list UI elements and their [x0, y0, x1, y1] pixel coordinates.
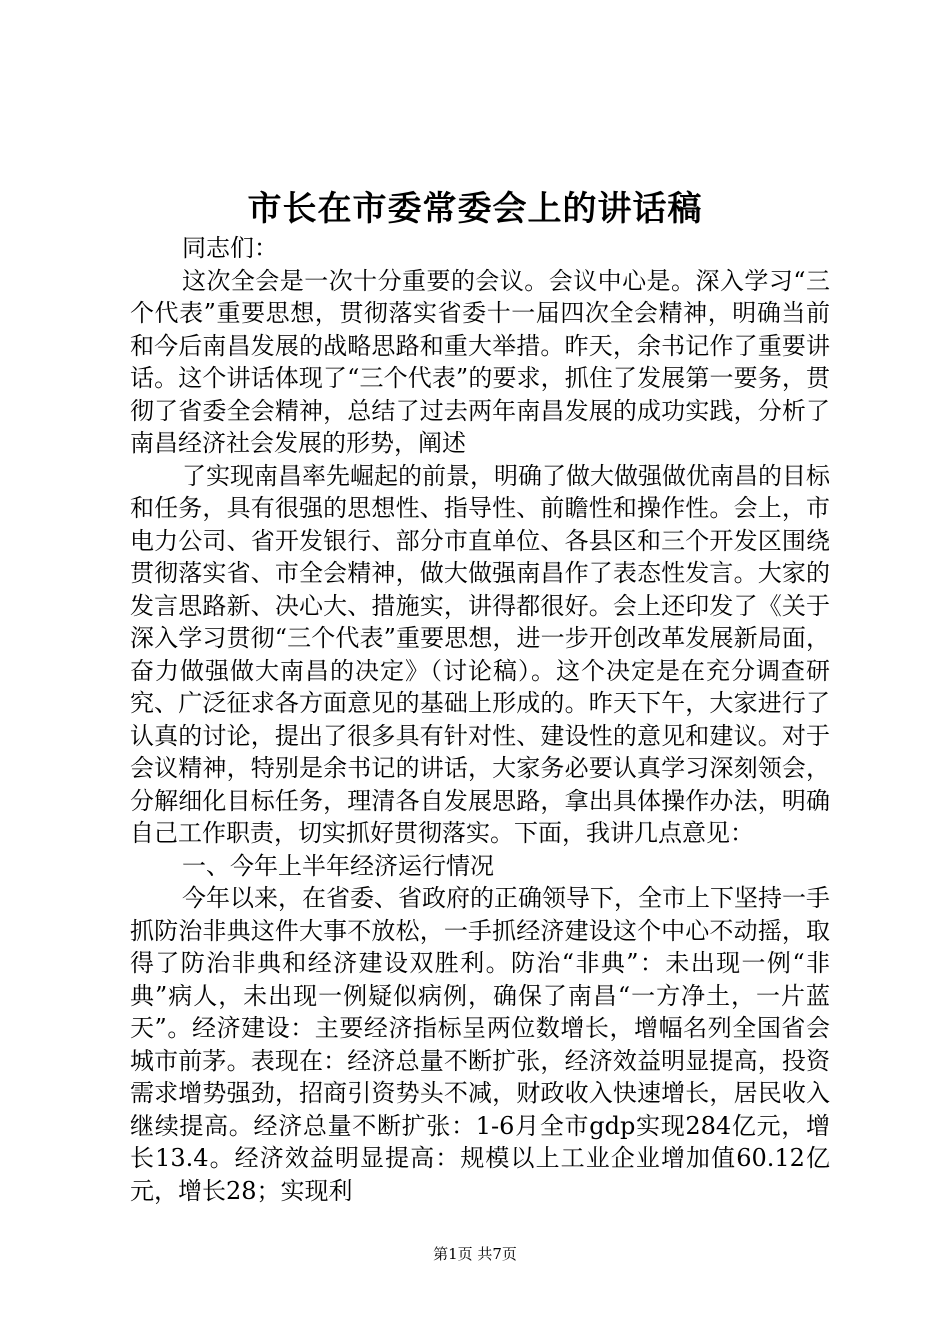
page-number-footer: 第1页 共7页: [433, 1245, 517, 1263]
section-heading: 一、今年上半年经济运行情况: [182, 851, 494, 880]
document-body: [130, 232, 830, 1207]
salutation: 同志们：: [182, 234, 278, 262]
document-title: 市长在市委常委会上的讲话稿: [247, 189, 703, 229]
paragraph: 今年以来，在省委、省政府的正确领导下，全市上下坚持一手抓防治非典这件大事不放松，一手抓经济建设这个中心不动摇，取得了防治非典和经济建设双胜利。防治“非典”：未出现一例“非典”病人，未出现一例疑似病例，确保了南昌“一方净土，一片蓝天”。经济建设：主要经济指标呈两位数增长，增幅名列全国省会城市前茅。表现在：经济总量不断扩张，经济效益明显提高，投资需求增势强劲，招商引资势头不减，财政收入快速增长，居民收入继续提高。经济总量不断扩张：1-6月全市gdp实现284亿元，增长13.4。经济效益明显提高：规模以上工业企业增加值60.12亿元，增长28；实现利: [130, 884, 830, 1205]
paragraph: 了实现南昌率先崛起的前景，明确了做大做强做优南昌的目标和任务，具有很强的思想性、指导性、前瞻性和操作性。会上，市电力公司、省开发银行、部分市直单位、各县区和三个开发区围绕贯彻落实省、市全会精神，做大做强南昌作了表态性发言。大家的发言思路新、决心大、措施实，讲得都很好。会上还印发了《关于深入学习贯彻“三个代表”重要思想，进一步开创改革发展新局面，奋力做强做大南昌的决定》（讨论稿）。这个决定是在充分调查研究、广泛征求各方面意见的基础上形成的。昨天下午，大家进行了认真的讨论，提出了很多具有针对性、建设性的意见和建议。对于会议精神，特别是余书记的讲话，大家务必要认真学习深刻领会，分解细化目标任务，理清各自发展思路，拿出具体操作办法，明确自己工作职责，切实抓好贯彻落实。下面，我讲几点意见：: [130, 461, 830, 847]
paragraph: 这次全会是一次十分重要的会议。会议中心是。深入学习“三个代表”重要思想，贯彻落实省委十一届四次全会精神，明确当前和今后南昌发展的战略思路和重大举措。昨天，余书记作了重要讲话。这个讲话体现了“三个代表”的要求，抓住了发展第一要务，贯彻了省委全会精神，总结了过去两年南昌发展的成功实践，分析了南昌经济社会发展的形势，阐述: [130, 266, 830, 457]
